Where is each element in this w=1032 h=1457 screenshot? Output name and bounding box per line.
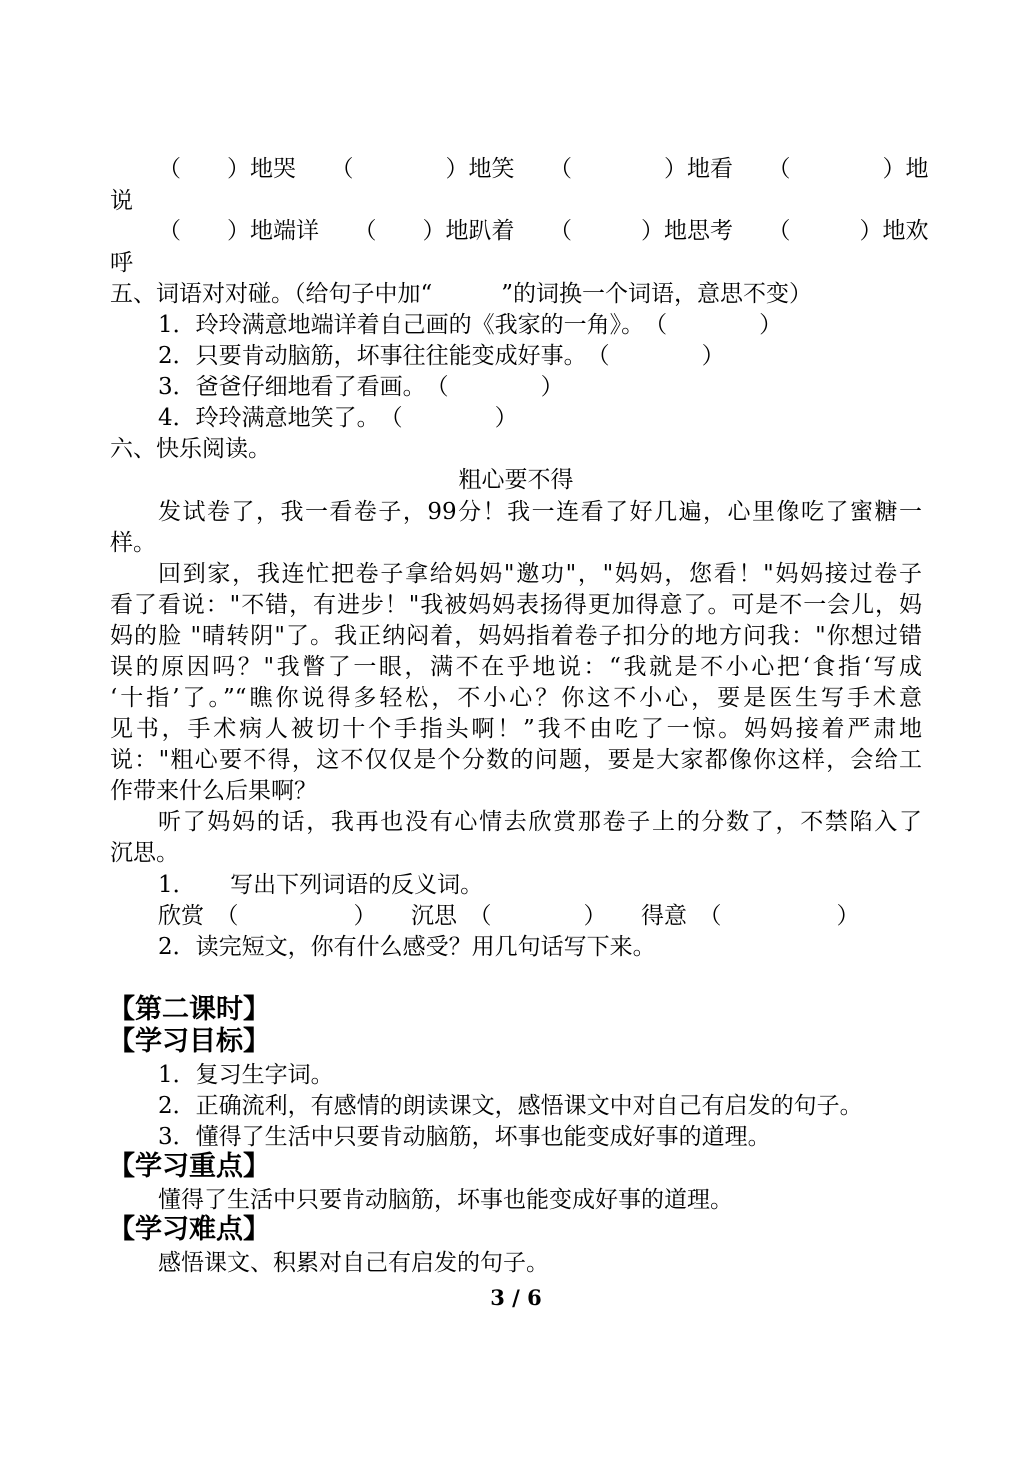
goals-heading: 【学习目标】 xyxy=(108,1026,270,1057)
fill-blank-row-2-continued: 呼 xyxy=(110,250,133,276)
passage-line: 看了看说："不错，有进步！"我被妈妈表扬得更加得意了。可是不一会儿，妈 xyxy=(110,592,922,618)
passage-line: 见书，手术病人被切十个手指头啊！”我不由吃了一惊。妈妈接着严肃地 xyxy=(110,716,922,742)
fill-blank-row-1: （ ）地哭 （ ）地笑 （ ）地看 （ ）地 xyxy=(158,156,929,182)
fill-blank-row-2: （ ）地端详 （ ）地趴着 （ ）地思考 （ ）地欢 xyxy=(158,218,929,244)
goal-item-3: 3．懂得了生活中只要肯动脑筋，坏事也能变成好事的道理。 xyxy=(158,1124,771,1150)
page-number: 3 / 6 xyxy=(490,1285,542,1310)
exercise-five-title: 五、词语对对碰。（给句子中加“ ”的词换一个词语，意思不变） xyxy=(110,281,813,307)
key-point-heading: 【学习重点】 xyxy=(108,1151,270,1182)
question-2: 2．读完短文，你有什么感受？用几句话写下来。 xyxy=(158,934,656,960)
question-1: 1． 写出下列词语的反义词。 xyxy=(158,872,484,898)
passage-line: 作带来什么后果啊？ xyxy=(110,778,317,804)
exercise-five-item-4: 4．玲玲满意地笑了。 （ ） xyxy=(158,405,518,431)
lesson-two-heading: 【第二课时】 xyxy=(108,994,270,1025)
passage-title: 粗心要不得 xyxy=(458,467,574,493)
passage-line: 说："粗心要不得，这不仅仅是个分数的问题，要是大家都像你这样，会给工 xyxy=(110,747,922,773)
goal-item-1: 1．复习生字词。 xyxy=(158,1062,334,1088)
antonym-blanks: 欣赏 （ ） 沉思 （ ） 得意 （ ） xyxy=(158,903,860,929)
exercise-six-title: 六、快乐阅读。 xyxy=(110,436,271,462)
passage-line: 听了妈妈的话，我再也没有心情去欣赏那卷子上的分数了，不禁陷入了 xyxy=(158,809,922,835)
fill-blank-row-1-continued: 说 xyxy=(110,188,133,214)
difficulty-heading: 【学习难点】 xyxy=(108,1214,270,1245)
passage-line: 沉思。 xyxy=(110,840,179,866)
passage-line: 回到家，我连忙把卷子拿给妈妈"邀功"，"妈妈，您看！"妈妈接过卷子 xyxy=(158,561,922,587)
goal-item-2: 2．正确流利，有感情的朗读课文，感悟课文中对自己有启发的句子。 xyxy=(158,1093,863,1119)
passage-line: 发试卷了，我一看卷子，99分！我一连看了好几遍，心里像吃了蜜糖一 xyxy=(158,499,922,525)
passage-line: 误的原因吗？"我瞥了一眼，满不在乎地说：“我就是不小心把‘食指‘写成 xyxy=(110,654,922,680)
passage-line: 样。 xyxy=(110,530,156,556)
key-point-text: 懂得了生活中只要肯动脑筋，坏事也能变成好事的道理。 xyxy=(158,1187,733,1213)
exercise-five-item-2: 2．只要肯动脑筋，坏事往往能变成好事。 （ ） xyxy=(158,343,725,369)
passage-line: ‘十指’了。”“瞧你说得多轻松，不小心？你这不小心，要是医生写手术意 xyxy=(110,685,922,711)
difficulty-text: 感悟课文、积累对自己有启发的句子。 xyxy=(158,1250,549,1276)
passage-line: 妈的脸 "晴转阴"了。我正纳闷着，妈妈指着卷子扣分的地方问我："你想过错 xyxy=(110,623,922,649)
exercise-five-item-1: 1．玲玲满意地端详着自己画的《我家的一角》。 （ ） xyxy=(158,312,783,338)
exercise-five-item-3: 3．爸爸仔细地看了看画。 （ ） xyxy=(158,374,564,400)
